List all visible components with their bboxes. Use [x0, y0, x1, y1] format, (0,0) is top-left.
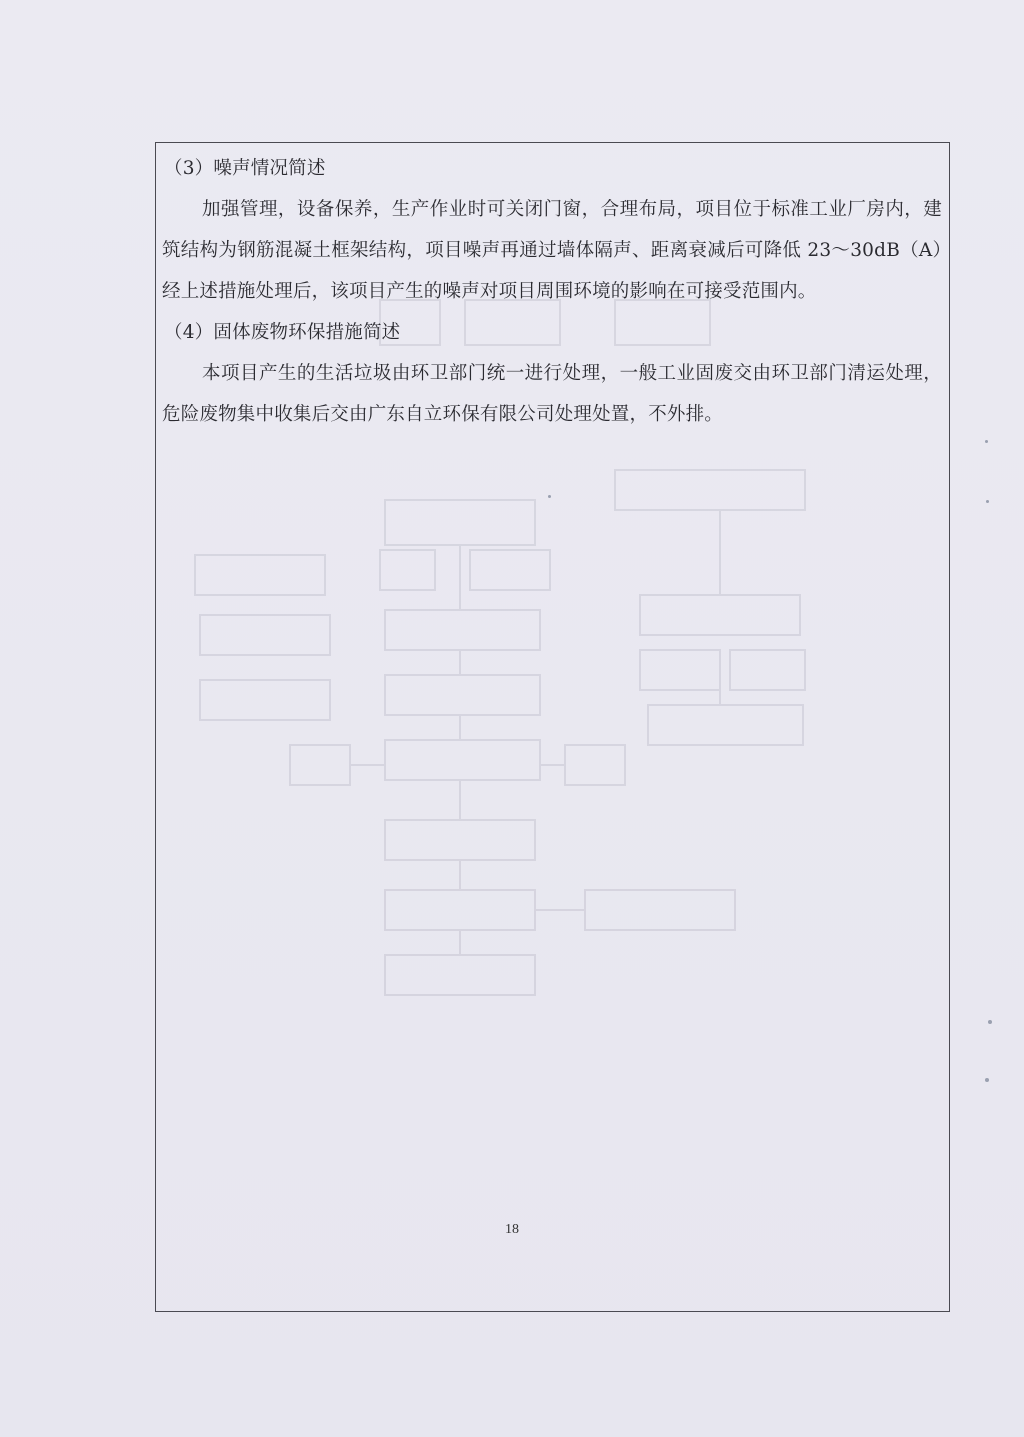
scan-speck: [986, 500, 989, 503]
section-body-solid-waste: 本项目产生的生活垃圾由环卫部门统一进行处理，一般工业固废交由环卫部门清运处理，危险废物集中收集后交由广东自立环保有限公司处理处置，不外排。: [162, 363, 942, 425]
section-heading-noise: （3）噪声情况简述: [164, 158, 326, 179]
main-content: [162, 148, 942, 435]
section-heading-solid-waste: （4）固体废物环保措施简述: [164, 322, 401, 343]
scan-speck: [548, 495, 551, 498]
scan-speck: [988, 1020, 992, 1024]
section-body-noise: 加强管理，设备保养，生产作业时可关闭门窗，合理布局，项目位于标准工业厂房内，建筑结构为钢筋混凝土框架结构，项目噪声再通过墙体隔声、距离衰减后可降低 23～30dB（A）经上述措施处理后，该项目产生的噪声对项目周围环境的影响在可接受范围内。: [162, 199, 942, 302]
scan-speck: [985, 1078, 989, 1082]
scan-speck: [985, 440, 988, 443]
page-number: 18: [505, 1222, 519, 1237]
